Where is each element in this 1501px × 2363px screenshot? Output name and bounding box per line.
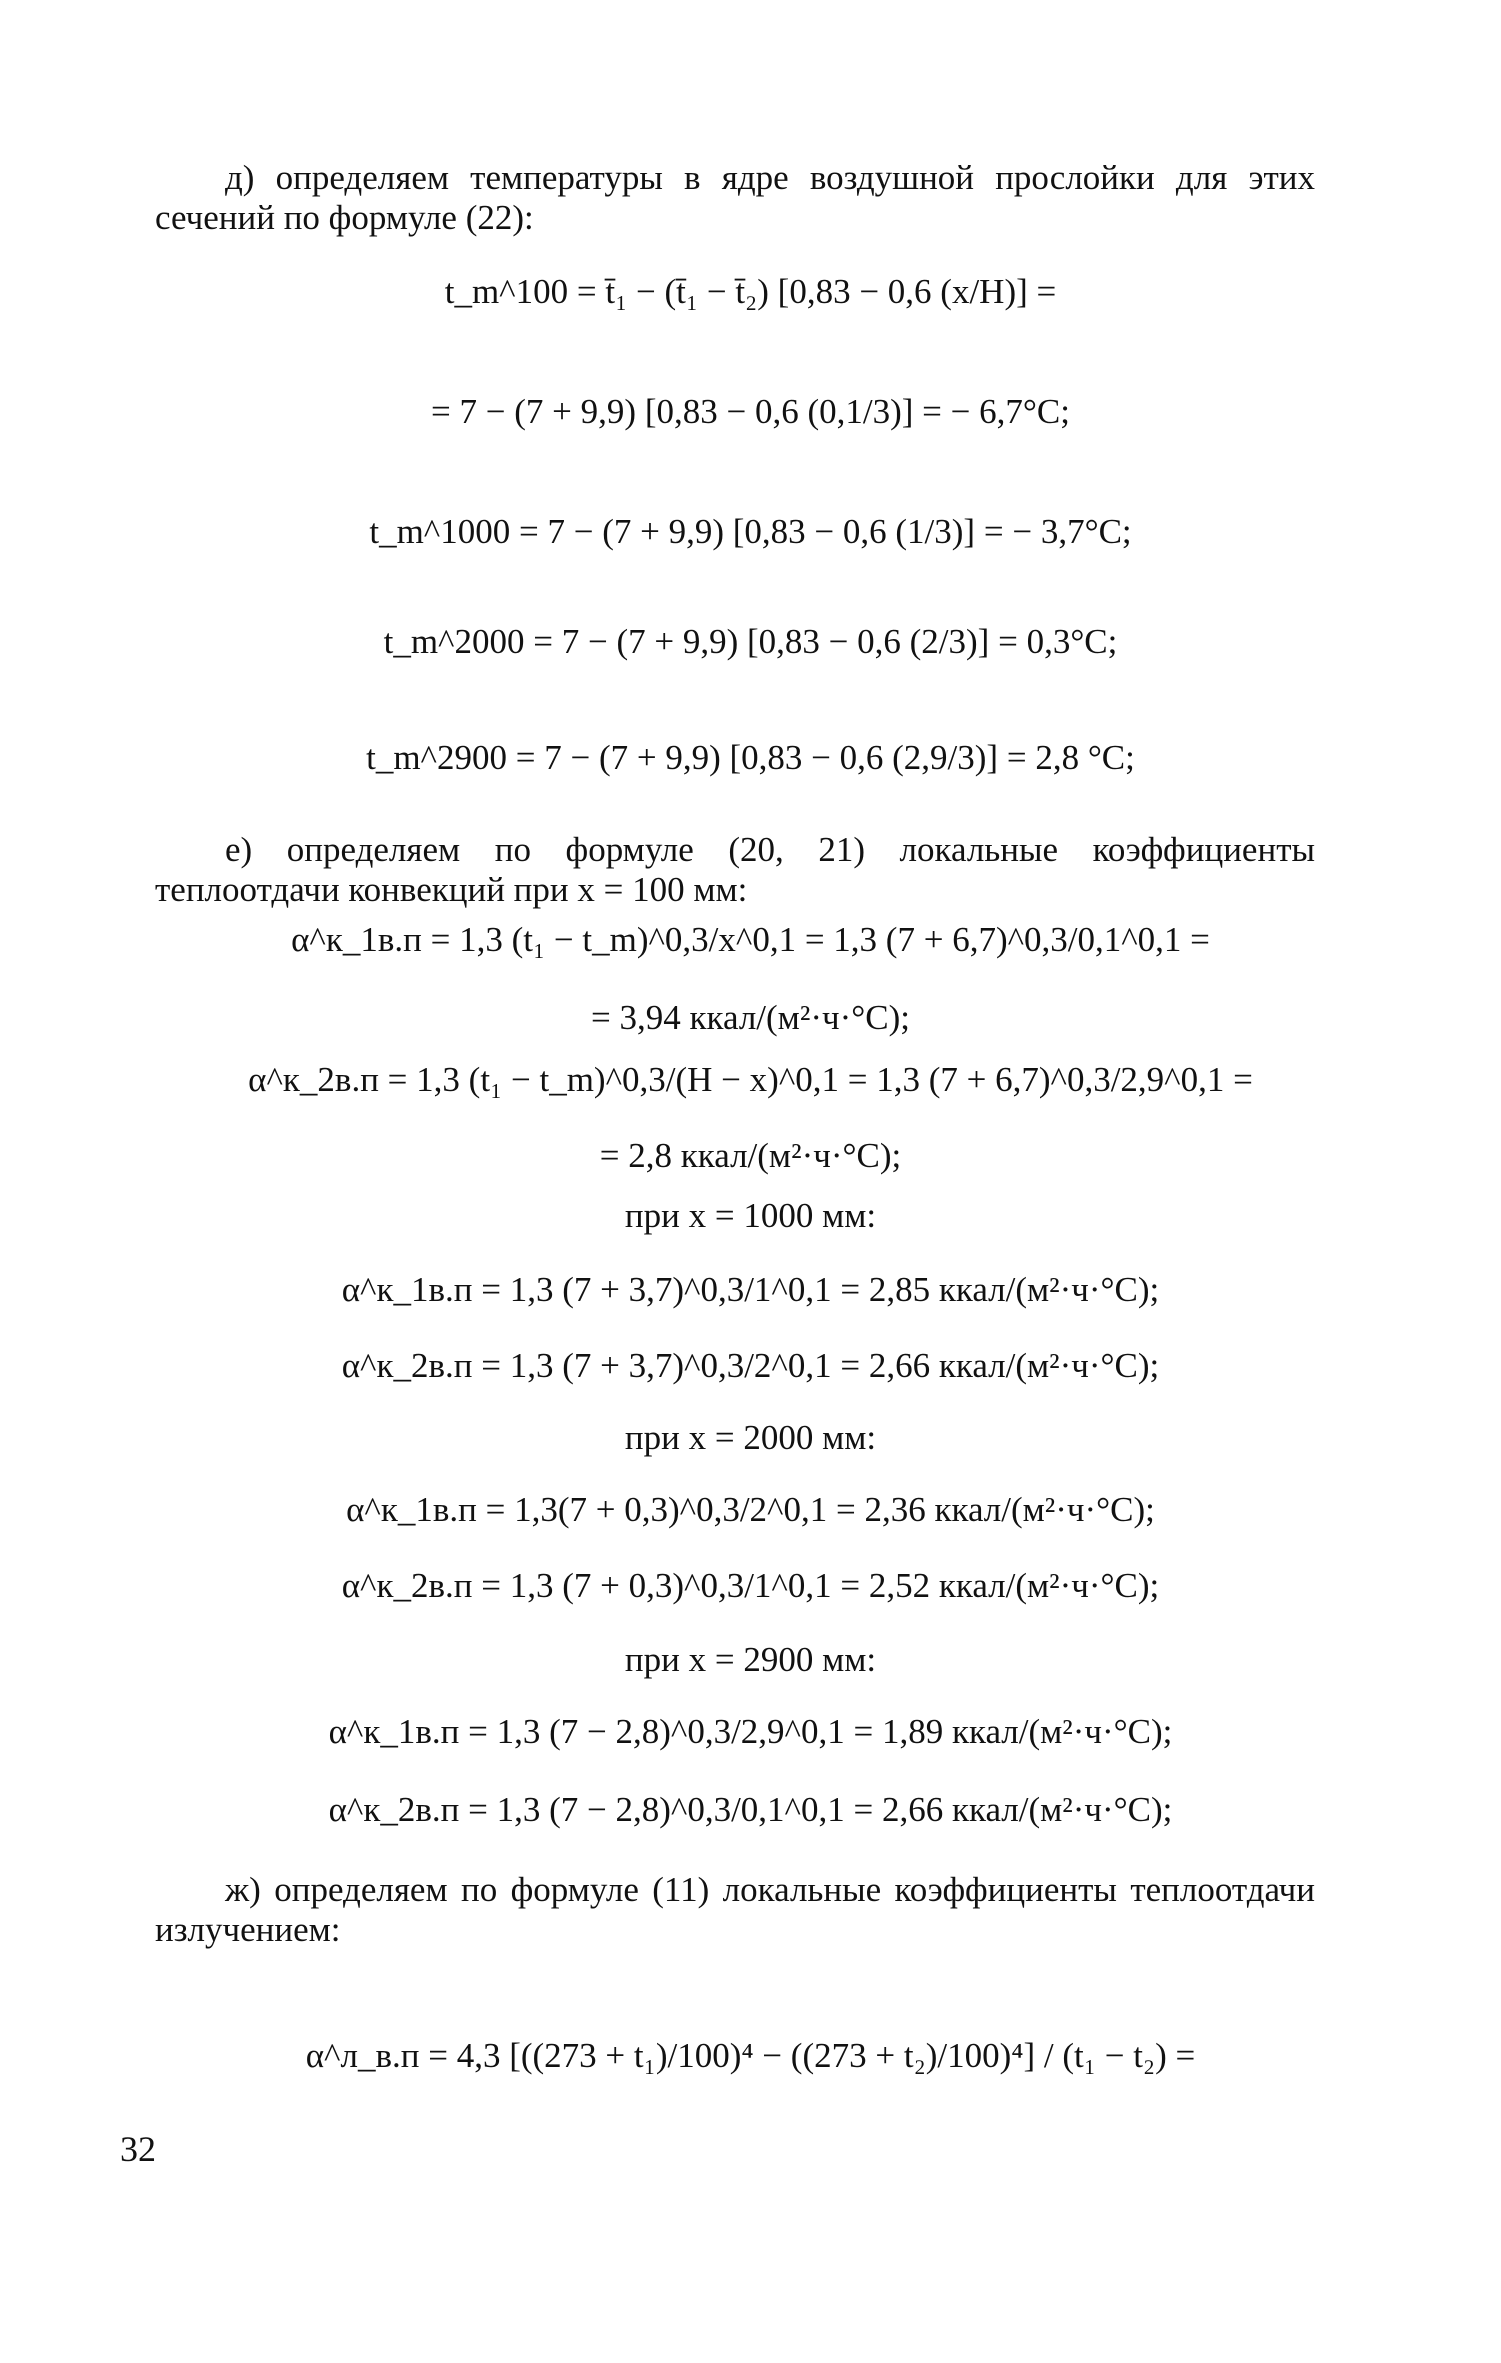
formula-e-1: α^к_1в.п = 1,3 (t₁ − t_m)^0,3/x^0,1 = 1,3 (7 + 6,7)^0,3/0,1^0,1 =	[291, 920, 1210, 959]
formula-d-2: = 7 − (7 + 9,9) [0,83 − 0,6 (0,1/3)] = − 6,7°C;	[431, 392, 1070, 431]
paragraph-d-text: д) определяем температуры в ядре воздушной прослойки для этих сечений по формуле (22):	[155, 158, 1315, 237]
formula-e-5: α^к_1в.п = 1,3 (7 + 3,7)^0,3/1^0,1 = 2,85 ккал/(м²·ч·°C);	[341, 1270, 1160, 1309]
formula-d-4: t_m^2000 = 7 − (7 + 9,9) [0,83 − 0,6 (2/3)] = 0,3°C;	[383, 622, 1118, 661]
formula-e-2: = 3,94 ккал/(м²·ч·°C);	[591, 998, 910, 1037]
paragraph-zh-text: ж) определяем по формуле (11) локальные коэффициенты теплоотдачи излучением:	[155, 1870, 1315, 1949]
formula-e-7: α^к_1в.п = 1,3(7 + 0,3)^0,3/2^0,1 = 2,36 ккал/(м²·ч·°C);	[346, 1490, 1155, 1529]
formula-e-8: α^к_2в.п = 1,3 (7 + 0,3)^0,3/1^0,1 = 2,52 ккал/(м²·ч·°C);	[341, 1566, 1160, 1605]
paragraph-e	[155, 830, 1315, 910]
formula-e-6: α^к_2в.п = 1,3 (7 + 3,7)^0,3/2^0,1 = 2,66 ккал/(м²·ч·°C);	[341, 1346, 1160, 1385]
formula-d-3: t_m^1000 = 7 − (7 + 9,9) [0,83 − 0,6 (1/3)] = − 3,7°C;	[369, 512, 1132, 551]
formula-zh: α^л_в.п = 4,3 [((273 + t₁)/100)⁴ − ((273 + t₂)/100)⁴] / (t₁ − t₂) =	[305, 2036, 1196, 2075]
formula-e-3: α^к_2в.п = 1,3 (t₁ − t_m)^0,3/(H − x)^0,1 = 1,3 (7 + 6,7)^0,3/2,9^0,1 =	[248, 1060, 1253, 1099]
paragraph-d	[155, 158, 1315, 238]
formula-e-9: α^к_1в.п = 1,3 (7 − 2,8)^0,3/2,9^0,1 = 1,89 ккал/(м²·ч·°C);	[328, 1712, 1173, 1751]
page-number: 32	[120, 2129, 156, 2169]
condition-2900: при x = 2900 мм:	[624, 1640, 877, 1679]
condition-2000: при x = 2000 мм:	[624, 1418, 877, 1457]
formula-e-4: = 2,8 ккал/(м²·ч·°C);	[599, 1136, 902, 1175]
formula-e-10: α^к_2в.п = 1,3 (7 − 2,8)^0,3/0,1^0,1 = 2,66 ккал/(м²·ч·°C);	[328, 1790, 1173, 1829]
formula-d-5: t_m^2900 = 7 − (7 + 9,9) [0,83 − 0,6 (2,9/3)] = 2,8 °C;	[366, 738, 1135, 777]
paragraph-zh	[155, 1870, 1315, 1950]
condition-1000: при x = 1000 мм:	[624, 1196, 877, 1235]
formula-d-1: t_m^100 = t̄₁ − (t̄₁ − t̄₂) [0,83 − 0,6 (x/H)] =	[444, 272, 1057, 311]
paragraph-e-text: е) определяем по формуле (20, 21) локальные коэффициенты теплоотдачи конвекций при x = 100 мм:	[155, 830, 1315, 909]
